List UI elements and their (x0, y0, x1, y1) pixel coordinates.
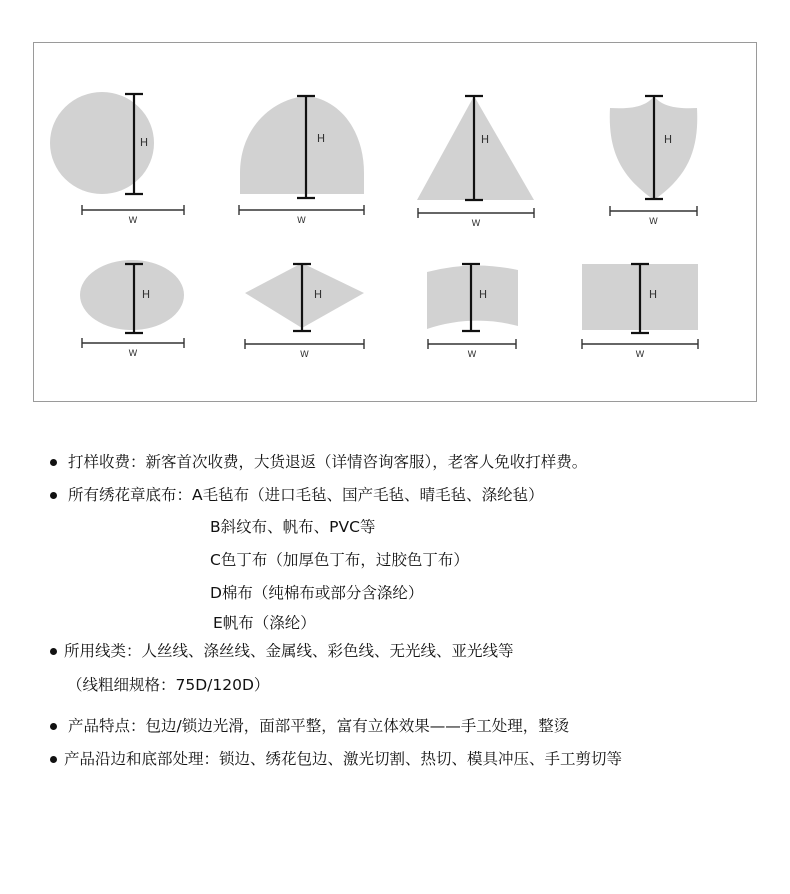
width-label: W (471, 219, 481, 229)
curved-banner-shape (427, 265, 518, 329)
width-label: W (297, 216, 306, 226)
height-label: H (139, 136, 149, 149)
bullet-dot (50, 492, 57, 499)
width-marker (245, 339, 364, 349)
height-label: H (663, 133, 673, 146)
note-base-fabric-d: D棉布（纯棉布或部分含涤纶） (210, 584, 424, 602)
width-marker (82, 205, 184, 215)
height-label: H (141, 288, 151, 301)
width-marker (582, 339, 698, 349)
diamond-shape (245, 263, 364, 328)
note-base-fabric-a: 所有绣花章底布：A毛毡布（进口毛毡、国产毛毡、晴毛毡、涤纶毡） (68, 486, 544, 504)
note-sample-fee: 打样收费：新客首次收费，大货退返（详情咨询客服），老客人免收打样费。 (68, 453, 588, 471)
width-marker (239, 205, 364, 215)
height-label: H (313, 288, 323, 301)
clipped-header-fragment (240, 0, 400, 3)
note-thread-spec: （线粗细规格：75D/120D） (67, 676, 270, 694)
arch-shape (240, 96, 364, 194)
width-marker (418, 208, 534, 218)
note-base-fabric-b: B斜纹布、帆布、PVC等 (210, 518, 376, 536)
note-edge-treatment: 产品沿边和底部处理：锁边、绣花包边、激光切割、热切、模具冲压、手工剪切等 (64, 750, 623, 768)
note-base-fabric-c: C色丁布（加厚色丁布，过胶色丁布） (210, 551, 469, 569)
width-label: W (128, 349, 138, 359)
shapes-svg (34, 43, 756, 401)
width-label: W (467, 350, 477, 360)
shape-size-diagram (33, 42, 757, 402)
height-label: H (480, 133, 490, 146)
ellipse-shape (80, 260, 184, 330)
height-label: H (648, 288, 658, 301)
height-label: H (316, 132, 326, 145)
circle-shape (50, 92, 154, 194)
height-label: H (478, 288, 488, 301)
width-label: W (649, 217, 658, 227)
bullet-dot (50, 459, 57, 466)
width-marker (610, 206, 697, 216)
note-thread-types: 所用线类：人丝线、涤丝线、金属线、彩色线、无光线、亚光线等 (64, 642, 514, 660)
note-product-features: 产品特点：包边/锁边光滑，面部平整，富有立体效果——手工处理，整烫 (68, 717, 570, 735)
triangle-shape (417, 96, 534, 200)
bullet-dot (50, 756, 57, 763)
width-label: W (635, 350, 645, 360)
width-marker (82, 338, 184, 348)
note-base-fabric-e: E帆布（涤纶） (213, 614, 316, 632)
bullet-dot (50, 723, 57, 730)
width-label: W (300, 350, 309, 360)
width-label: W (128, 216, 138, 226)
width-marker (428, 339, 516, 349)
bullet-dot (50, 648, 57, 655)
